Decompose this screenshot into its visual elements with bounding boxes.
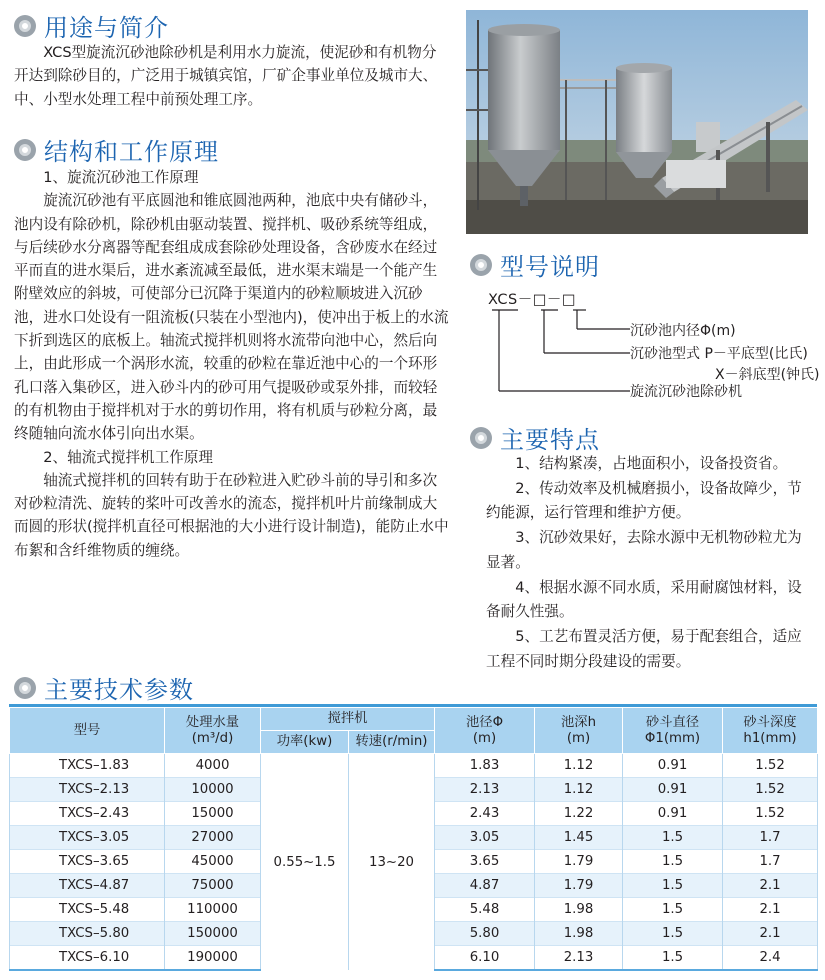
table-cell: 2.1 [723,874,818,898]
table-cell: 1.5 [623,922,723,946]
table-cell: 10000 [165,778,261,802]
table-cell: TXCS–4.87 [10,874,165,898]
table-cell: 1.5 [623,946,723,971]
feature-item: 4、根据水源不同水质，采用耐腐蚀材料，设备耐久性强。 [486,578,802,621]
table-cell: 2.13 [535,946,623,971]
equipment-photo [466,10,808,234]
table-cell: 45000 [165,850,261,874]
heading-features-text: 主要特点 [500,426,600,454]
table-cell: 1.7 [723,850,818,874]
col-header-diameter: 池径Φ (m) [435,708,535,754]
table-cell: 1.98 [535,898,623,922]
table-cell: 190000 [165,946,261,971]
table-cell: 4000 [165,754,261,778]
table-cell: TXCS–5.48 [10,898,165,922]
table-cell: 0.91 [623,802,723,826]
col-header-flow: 处理水量 (m³/d) [165,708,261,754]
col-header-hopper-diameter: 砂斗直径 Φ1(mm) [623,708,723,754]
model-code: XCS－□－□ [488,292,577,308]
table-cell: TXCS–1.83 [10,754,165,778]
table-cell: 27000 [165,826,261,850]
table-cell: 4.87 [435,874,535,898]
table-cell: 0.91 [623,754,723,778]
table-cell: 1.79 [535,850,623,874]
heading-structure [14,132,219,167]
bullet-icon [470,427,492,449]
spec-table [9,707,818,971]
feature-item: 5、工艺布置灵活方便，易于配套组合，适应工程不同时期分段建设的需要。 [486,627,802,670]
table-row [10,754,818,778]
bullet-icon [470,254,492,276]
purpose-paragraph: XCS型旋流沉砂池除砂机是利用水力旋流，使泥砂和有机物分开达到除砂目的，广泛用于城镇宾馆，厂矿企事业单位及城市大、中、小型水处理工程中前预处理工序。 [14,44,438,108]
heading-model [470,247,600,282]
feature-item: 1、结构紧凑，占地面积小，设备投资省。 [515,455,788,472]
bullet-icon [14,139,36,161]
heading-purpose [14,8,169,43]
heading-params [14,670,194,705]
table-cell: 1.7 [723,826,818,850]
table-cell: 3.65 [435,850,535,874]
mixer-power-cell: 0.55~1.5 [261,754,349,971]
col-header-depth: 池深h (m) [535,708,623,754]
model-label-type: 沉砂池型式 P－平底型(比氏) [630,346,808,362]
table-cell: 2.4 [723,946,818,971]
structure-sub2: 2、轴流式搅拌机工作原理 [43,448,214,466]
table-cell: 1.5 [623,874,723,898]
col-header-mixer: 搅拌机 [261,708,435,731]
model-label-diameter: 沉砂池内径Φ(m) [630,323,736,339]
table-cell: 1.52 [723,778,818,802]
table-cell: 150000 [165,922,261,946]
col-header-model: 型号 [10,708,165,754]
table-cell: TXCS–2.13 [10,778,165,802]
structure-sub1: 1、旋流沉砂池工作原理 [43,169,199,186]
col-header-hopper-depth: 砂斗深度 h1(mm) [723,708,818,754]
table-cell: 5.48 [435,898,535,922]
table-cell: 6.10 [435,946,535,971]
heading-purpose-text: 用途与简介 [44,14,169,42]
feature-item: 2、传动效率及机械磨损小，设备故障少，节约能源，运行管理和维护方便。 [486,479,802,522]
table-cell: 1.45 [535,826,623,850]
heading-model-text: 型号说明 [500,253,600,281]
table-cell: 1.5 [623,826,723,850]
col-header-power: 功率(kw) [261,731,349,754]
table-cell: 3.05 [435,826,535,850]
table-cell: 1.5 [623,898,723,922]
table-cell: 1.12 [535,754,623,778]
feature-item: 3、沉砂效果好，去除水源中无机物砂粒尤为显著。 [486,529,802,571]
col-header-speed: 转速(r/min) [349,731,435,754]
table-cell: 2.1 [723,898,818,922]
table-cell: 1.5 [623,850,723,874]
table-cell: 1.83 [435,754,535,778]
table-cell: 1.98 [535,922,623,946]
model-diagram [478,280,823,405]
table-cell: 2.43 [435,802,535,826]
table-cell: 1.22 [535,802,623,826]
table-cell: TXCS–2.43 [10,802,165,826]
table-cell: 15000 [165,802,261,826]
table-cell: 1.52 [723,802,818,826]
model-label-name: 旋流沉砂池除砂机 [630,384,742,400]
structure-para2: 轴流式搅拌机的回转有助于在砂粒进入贮砂斗前的导引和多次对砂粒清洗、旋转的桨叶可改善水的流态，搅拌机叶片前缘制成大而圆的形状(搅拌机直径可根据池的大小进行设计制造)，能防止水中布絮和含纤维物质的缠绕。 [14,471,449,559]
table-cell: 75000 [165,874,261,898]
table-cell: TXCS–6.10 [10,946,165,971]
table-cell: 1.79 [535,874,623,898]
structure-para1: 旋流沉砂池有平底圆池和锥底圆池两种，池底中央有储砂斗，池内设有除砂机，除砂机由驱动装置、搅拌机、吸砂系统等组成，与后续砂水分离器等配套组成成套除砂处理设备，含砂废水在经过平而直的进水渠后，进水紊流减至最低，进水渠末端是一个能产生附壁效应的斜坡，可使部分已沉降于渠道内的砂粒顺坡进入沉砂池，进水口处设有一阻流板(只装在小型池内)，使冲出于板上的水流下折到选区的底板上。轴流式搅拌机则将水流带向池中心，然后向上，由此形成一个涡形水流，较重的砂粒在靠近池中心的一个环形孔口落入集砂区，进入砂斗内的砂可用气提吸砂或泵外排，而较轻的有机物由于搅拌机对于水的剪切作用，将有机质与砂粒分离，最终随轴向流水体引向出水渠。 [14,192,449,443]
structure-text [14,166,450,562]
table-cell: 2.13 [435,778,535,802]
bullet-icon [14,677,36,699]
model-label-type-x: X－斜底型(钟氏) [715,367,820,383]
heading-params-text: 主要技术参数 [44,676,194,704]
table-cell: TXCS–5.80 [10,922,165,946]
heading-structure-text: 结构和工作原理 [44,138,219,166]
table-cell: 1.52 [723,754,818,778]
table-cell: 5.80 [435,922,535,946]
table-cell: TXCS–3.65 [10,850,165,874]
heading-features [470,420,600,455]
table-cell: 2.1 [723,922,818,946]
features-list [486,452,806,674]
table-cell: TXCS–3.05 [10,826,165,850]
bullet-icon [14,15,36,37]
table-cell: 1.12 [535,778,623,802]
table-cell: 0.91 [623,778,723,802]
mixer-speed-cell: 13~20 [349,754,435,971]
table-cell: 110000 [165,898,261,922]
